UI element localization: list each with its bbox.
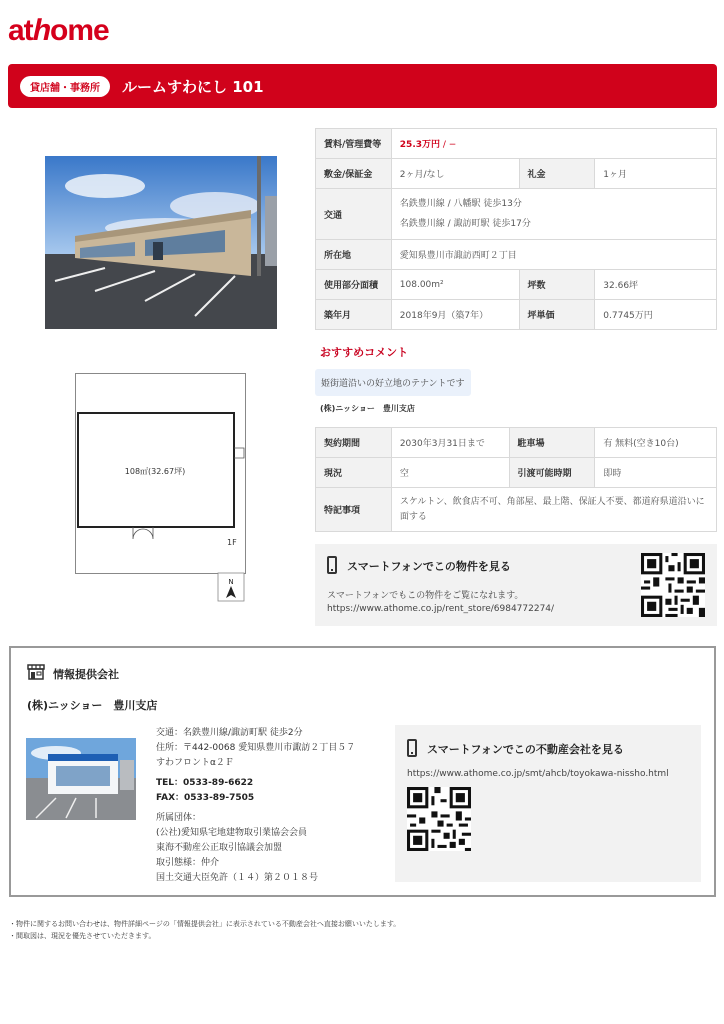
provider-address-block (156, 726, 355, 771)
provider-heading: 情報提供会社 (53, 668, 119, 681)
footnote-1: ・物件に関するお問い合わせは、物件詳細ページの「情報提供会社」に表示されている不動産会社へ直接お願いいたします。 (9, 920, 401, 928)
deposit-value: 2ヶ月/なし (391, 159, 519, 189)
rent-cell (391, 129, 716, 159)
smartphone-company-url[interactable]: https://www.athome.co.jp/smt/ahcb/toyokawa-nissho.html (407, 769, 669, 779)
status-value: 空 (391, 458, 509, 488)
provider-contact (156, 776, 254, 806)
assoc-line-2: (公社)愛知県宅地建物取引業協会会員 (156, 828, 308, 838)
transit-line-2: 名鉄豊川線 / 諏訪町駅 徒歩17分 (399, 219, 531, 229)
built-label: 築年月 (316, 300, 392, 330)
footnotes (9, 918, 400, 942)
smartphone-property-url[interactable]: https://www.athome.co.jp/rent_store/6984772274/ (327, 604, 555, 614)
recommend-comment: 姫街道沿いの好立地のテナントです (315, 369, 471, 396)
provider-box (9, 646, 716, 897)
rent-suffix: / − (440, 140, 457, 150)
smartphone-company-box (395, 725, 701, 882)
footnote-2: ・間取図は、現況を優先させていただきます。 (9, 932, 156, 940)
tsubo-value: 32.66坪 (595, 270, 717, 300)
handover-label: 引渡可能時期 (509, 458, 595, 488)
assoc-line-1: 所属団体： (156, 813, 202, 823)
parking-label: 駐車場 (509, 428, 595, 458)
smartphone-icon (407, 739, 417, 757)
building-photo (45, 156, 277, 329)
provider-company: (株)ニッショー 豊川支店 (27, 699, 158, 712)
address-value: 愛知県豊川市諏訪西町２丁目 (391, 240, 716, 270)
area-value: 108.00m² (391, 270, 519, 300)
transit-cell (391, 189, 716, 240)
smartphone-property-box (315, 544, 717, 626)
transit-line-1: 名鉄豊川線 / 八幡駅 徒歩13分 (399, 199, 522, 209)
floor-plan (75, 373, 246, 603)
tsubo-label: 坪数 (519, 270, 595, 300)
provider-association (156, 811, 318, 886)
smartphone-company-title: スマートフォンでこの不動産会社を見る (427, 743, 624, 756)
smartphone-property-subtitle: スマートフォンでもこの物件をご覧になれます。 (327, 591, 524, 601)
transit-label: 交通 (316, 189, 392, 240)
notes-value: スケルトン、飲食店不可、角部屋、最上階、保証人不要、都道府県道沿いに面する (391, 488, 716, 532)
rent-label: 賃料/管理費等 (316, 129, 392, 159)
provider-address-2: すわフロントα２Ｆ (156, 758, 234, 768)
area-label: 使用部分面積 (316, 270, 392, 300)
property-name: ルームすわにし 101 (122, 77, 264, 96)
assoc-line-5: 国土交通大臣免許（１４）第２０１８号 (156, 873, 319, 883)
qr-code-icon[interactable] (641, 553, 705, 617)
qr-code-icon[interactable] (407, 787, 471, 851)
contract-value: 2030年3月31日まで (391, 428, 509, 458)
deposit-label: 敷金/保証金 (316, 159, 392, 189)
compass-label: N (228, 578, 234, 586)
handover-value: 即時 (595, 458, 717, 488)
category-tag: 貸店舗・事務所 (20, 76, 110, 97)
shop-icon (27, 664, 45, 680)
title-bar (8, 64, 717, 108)
assoc-line-3: 東海不動産公正取引協議会加盟 (156, 843, 283, 853)
built-value: 2018年9月（築7年） (391, 300, 519, 330)
unit-price-label: 坪単価 (519, 300, 595, 330)
contract-table (315, 427, 717, 532)
contract-label: 契約期間 (316, 428, 392, 458)
assoc-line-4: 取引態様：仲介 (156, 858, 220, 868)
athome-logo[interactable]: athome (8, 14, 109, 47)
key-money-label: 礼金 (519, 159, 595, 189)
smartphone-icon (327, 556, 337, 574)
provider-access: 交通：名鉄豊川線/諏訪町駅 徒歩2分 (156, 728, 303, 738)
recommend-company: (株)ニッショー 豊川支店 (320, 404, 415, 413)
unit-price-value: 0.7745万円 (595, 300, 717, 330)
rent-value: 25.3万円 (399, 140, 441, 150)
notes-label: 特記事項 (316, 488, 392, 532)
spec-table (315, 128, 717, 330)
smartphone-property-title: スマートフォンでこの物件を見る (347, 560, 511, 573)
address-label: 所在地 (316, 240, 392, 270)
status-label: 現況 (316, 458, 392, 488)
floor-label: 1F (227, 538, 237, 547)
provider-address-1: 住所：〒442-0068 愛知県豊川市諏訪２丁目５７ (156, 743, 356, 753)
key-money-value: 1ヶ月 (595, 159, 717, 189)
provider-tel[interactable]: TEL：0533-89-6622 (156, 778, 254, 788)
provider-fax: FAX：0533-89-7505 (156, 793, 255, 803)
recommend-title: おすすめコメント (320, 346, 409, 359)
floor-area-label: 108㎡(32.67坪) (124, 467, 186, 476)
parking-value: 有 無料(空き10台) (595, 428, 717, 458)
shop-photo (26, 738, 136, 820)
